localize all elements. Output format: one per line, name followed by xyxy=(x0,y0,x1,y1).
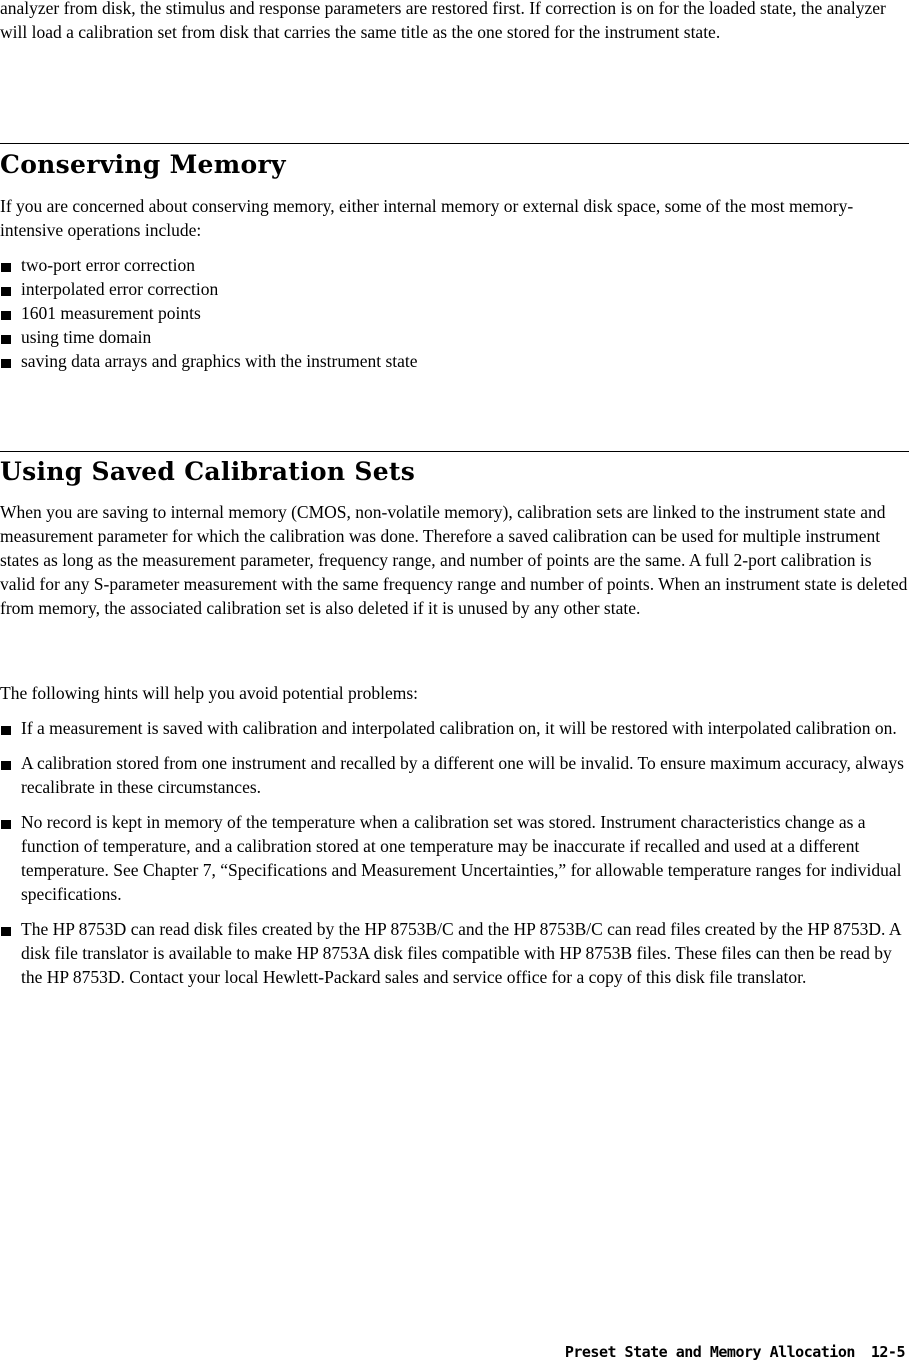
list-item xyxy=(0,810,909,906)
intro-paragraph: analyzer from disk, the stimulus and response parameters are restored first. If correction is on for the loaded state, the analyzer will load a calibration set from disk that carries the same title as the one stored for the instrument state. xyxy=(0,0,886,42)
list-item xyxy=(0,917,909,989)
list-item xyxy=(0,325,909,349)
list-item-text: two-port error correction xyxy=(21,255,195,275)
calibration-hints-list xyxy=(0,716,909,989)
bullet-square-icon xyxy=(1,263,11,272)
section-divider xyxy=(0,143,909,144)
list-item-text: saving data arrays and graphics with the instrument state xyxy=(21,351,418,371)
section-divider xyxy=(0,451,909,452)
page-number: 12-5 xyxy=(870,1343,905,1361)
bullet-square-icon xyxy=(1,726,11,735)
list-item-text: The HP 8753D can read disk files created by the HP 8753B/C and the HP 8753B/C can read files created by the HP 8753D. A disk file translator is available to make HP 8753A disk files compatible with HP 8753B files. These files can then be read by the HP 8753D. Contact your local Hewlett-Packard sales and service office for a copy of this disk file translator. xyxy=(21,919,901,987)
bullet-square-icon xyxy=(1,820,11,829)
bullet-square-icon xyxy=(1,311,11,320)
bullet-square-icon xyxy=(1,335,11,344)
list-item xyxy=(0,716,909,740)
list-item xyxy=(0,349,909,373)
list-item-text: interpolated error correction xyxy=(21,279,219,299)
list-item xyxy=(0,301,909,325)
list-item xyxy=(0,253,909,277)
list-item-text: No record is kept in memory of the temperature when a calibration set was stored. Instrument characteristics change as a function of temperature, and a calibration stored at one temperature may be inaccurate if recalled and used at a different temperature. See Chapter 7, “Specifications and Measurement Uncertainties,” for allowable temperature ranges for individual specifications. xyxy=(21,812,902,904)
list-item xyxy=(0,751,909,799)
list-item-text: 1601 measurement points xyxy=(21,303,201,323)
section-heading-conserving-memory: Conserving Memory xyxy=(0,150,286,179)
conserving-memory-paragraph: If you are concerned about conserving memory, either internal memory or external disk space, some of the most memory-intensive operations include: xyxy=(0,196,854,240)
section-heading-using-saved-calibration-sets: Using Saved Calibration Sets xyxy=(0,457,416,486)
page-footer xyxy=(565,1342,905,1362)
bullet-square-icon xyxy=(1,927,11,936)
list-item-text: using time domain xyxy=(21,327,152,347)
list-item-text: If a measurement is saved with calibration and interpolated calibration on, it will be restored with interpolated calibration on. xyxy=(21,718,897,738)
memory-intensive-operations-list xyxy=(0,253,909,373)
hints-intro-paragraph: The following hints will help you avoid potential problems: xyxy=(0,683,419,703)
bullet-square-icon xyxy=(1,359,11,368)
bullet-square-icon xyxy=(1,761,11,770)
list-item xyxy=(0,277,909,301)
footer-title: Preset State and Memory Allocation xyxy=(564,1343,855,1361)
saved-calibration-paragraph: When you are saving to internal memory (CMOS, non-volatile memory), calibration sets are linked to the instrument state and measurement parameter for which the calibration was done. Therefore a saved calibration can be used for multiple instrument states as long as the measurement parameter, frequency range, and number of points are the same. A full 2-port calibration is valid for any S-parameter measurement with the same frequency range and number of points. When an instrument state is deleted from memory, the associated calibration set is also deleted if it is unused by any other state. xyxy=(0,502,908,618)
bullet-square-icon xyxy=(1,287,11,296)
list-item-text: A calibration stored from one instrument and recalled by a different one will be invalid. To ensure maximum accuracy, always recalibrate in these circumstances. xyxy=(21,753,904,797)
